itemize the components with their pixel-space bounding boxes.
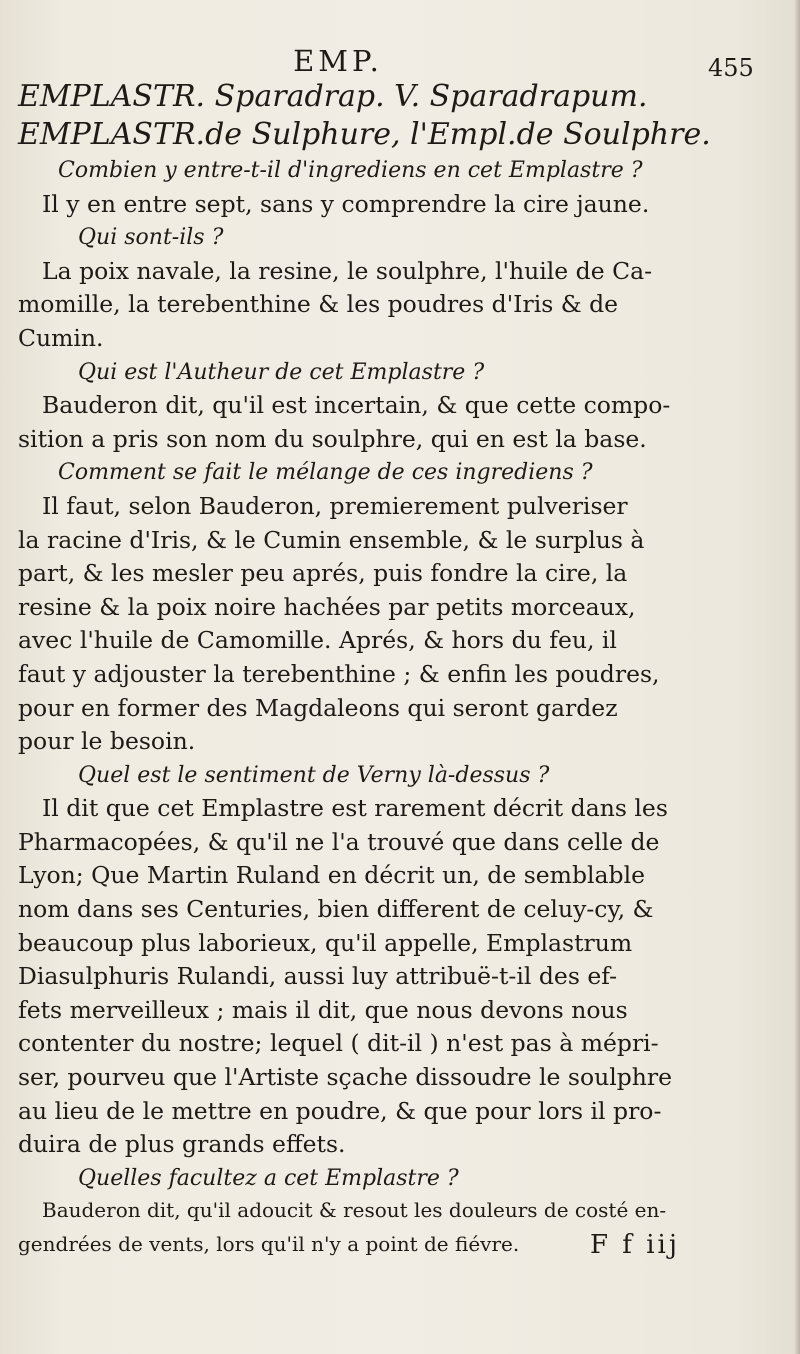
text-line: momille, la terebenthine & les poudres d'Iris & de xyxy=(18,290,619,319)
text-line: Il faut, selon Bauderon, premierement pulveriser xyxy=(42,491,628,520)
page-number: 455 xyxy=(708,54,754,82)
text-line: Il y en entre sept, sans y comprendre la cire jaune. xyxy=(42,189,650,218)
text-line: avec l'huile de Camomille. Aprés, & hors du feu, il xyxy=(18,626,617,655)
question-line: Qui sont-ils ? xyxy=(78,225,224,251)
text-line: Bauderon dit, qu'il adoucit & resout les douleurs de costé en- xyxy=(42,1198,667,1223)
text-line: part, & les mesler peu aprés, puis fondre la cire, la xyxy=(18,559,628,588)
text-line: La poix navale, la resine, le soulphre, l'huile de Ca- xyxy=(42,256,653,285)
question-line: Combien y entre-t-il d'ingrediens en cet Emplastre ? xyxy=(58,158,643,183)
text-line: nom dans ses Centuries, bien different de celuy-cy, & xyxy=(18,895,654,924)
text-line: Lyon; Que Martin Ruland en décrit un, de semblable xyxy=(18,861,645,890)
text-line: contenter du nostre; lequel ( dit-il ) n'est pas à mépri- xyxy=(18,1029,659,1058)
text-line: EMPLASTR.de Sulphure, l'Empl.de Soulphre. xyxy=(18,117,711,152)
text-line: Pharmacopées, & qu'il ne l'a trouvé que dans celle de xyxy=(18,827,660,856)
question-line: Comment se fait le mélange de ces ingrediens ? xyxy=(58,460,593,486)
text-line: pour en former des Magdaleons qui seront gardez xyxy=(18,693,618,722)
text-line: la racine d'Iris, & le Cumin ensemble, & le surplus à xyxy=(18,525,645,554)
question-line: Quel est le sentiment de Verny là-dessus ? xyxy=(78,762,550,788)
text-line: pour le besoin. xyxy=(18,727,196,756)
running-head: EMP. xyxy=(293,44,383,78)
body-text xyxy=(18,78,792,1263)
page-edge-shadow xyxy=(794,0,800,1354)
text-line: au lieu de le mettre en poudre, & que pour lors il pro- xyxy=(18,1096,662,1125)
text-line: gendrées de vents, lors qu'il n'y a point de fiévre. xyxy=(18,1232,520,1256)
question-line: Quelles facultez a cet Emplastre ? xyxy=(78,1165,459,1191)
text-line: duira de plus grands effets. xyxy=(18,1130,346,1159)
text-line: fets merveilleux ; mais il dit, que nous devons nous xyxy=(18,995,628,1024)
text-line: beaucoup plus laborieux, qu'il appelle, Emplastrum xyxy=(18,928,633,957)
text-line: Cumin. xyxy=(18,323,104,352)
text-line: faut y adjouster la terebenthine ; & enfin les poudres, xyxy=(18,659,660,688)
question-line: Qui est l'Autheur de cet Emplastre ? xyxy=(78,359,485,385)
text-line: Il dit que cet Emplastre est rarement décrit dans les xyxy=(42,794,668,823)
signature-mark: F f iij xyxy=(590,1230,680,1260)
text-line: resine & la poix noire hachées par petits morceaux, xyxy=(18,592,636,621)
text-line: ser, pourveu que l'Artiste sçache dissoudre le soulphre xyxy=(18,1063,673,1092)
text-line: EMPLASTR. Sparadrap. V. Sparadrapum. xyxy=(18,79,648,114)
text-line: Bauderon dit, qu'il est incertain, & que cette compo- xyxy=(42,391,671,420)
text-line: sition a pris son nom du soulphre, qui en est la base. xyxy=(18,424,647,453)
text-line: Diasulphuris Rulandi, aussi luy attribuë-t-il des ef- xyxy=(18,962,618,991)
